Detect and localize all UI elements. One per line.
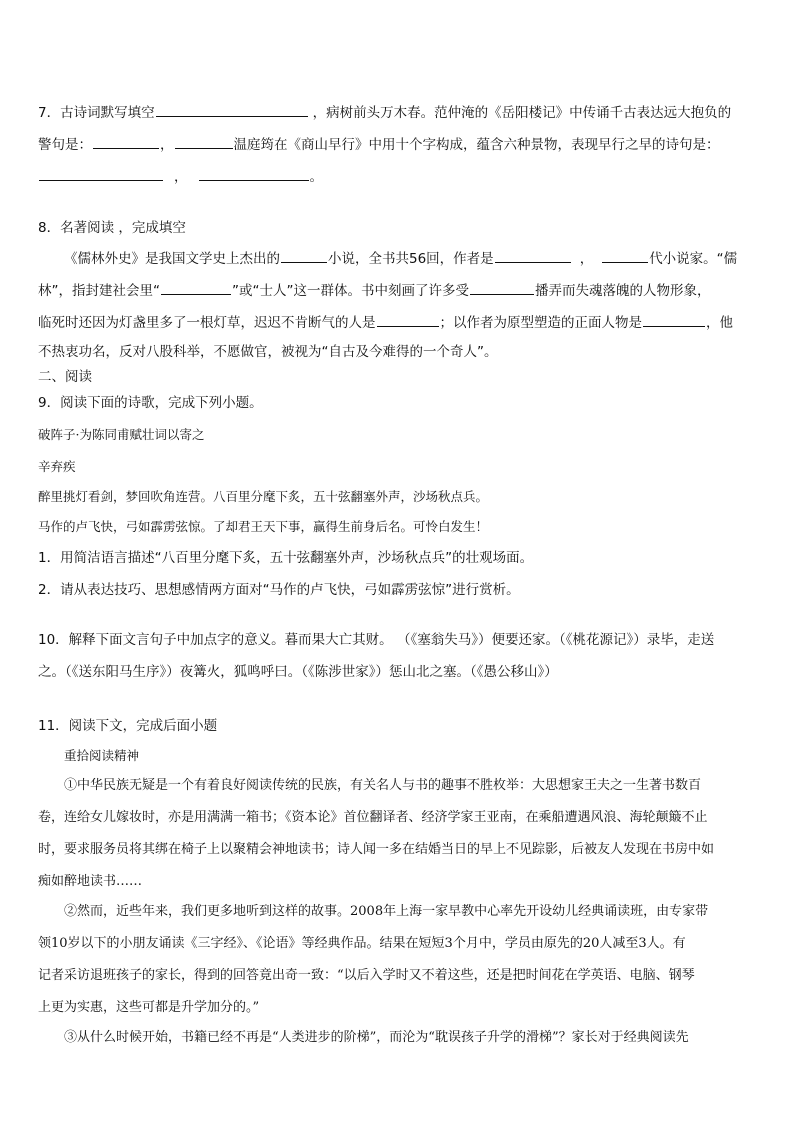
q7-line-3: [38, 166, 323, 187]
q8-text: 《儒林外史》是我国文学史上杰出的: [64, 251, 280, 267]
q8-text: ，: [579, 251, 594, 267]
answer-blank[interactable]: [199, 166, 309, 181]
q7-text: 7．古诗词默写填空: [38, 105, 155, 121]
answer-blank[interactable]: [39, 166, 163, 181]
poem-line-2: 马作的卢飞快，弓如霹雳弦惊。了却君王天下事，赢得生前身后名。可怜白发生！: [38, 519, 489, 534]
answer-blank[interactable]: [281, 248, 327, 263]
article-title: 重拾阅读精神: [64, 748, 140, 763]
q7-text: ，: [174, 169, 188, 185]
q7-text: 。: [309, 169, 323, 185]
q8-text: ，他: [706, 315, 733, 331]
q7-text: 警句是：: [38, 137, 92, 153]
q8-line-2: [38, 280, 710, 301]
answer-blank[interactable]: [156, 102, 308, 117]
answer-blank[interactable]: [602, 248, 648, 263]
answer-blank[interactable]: [161, 280, 231, 295]
q8-line-3: [38, 312, 733, 333]
q7-line-2: [38, 134, 720, 155]
article-paragraph-3: ③从什么时候开始，书籍已经不再是“人类进步的阶梯”，而沦为“耽误孩子升学的滑梯”？家长对于经典阅读先: [64, 1030, 689, 1045]
article-paragraph-2: 领10岁以下的小朋友诵读《三字经》、《论语》等经典作品。结果在短短3个月中，学员由原先的20人减至3人。有: [38, 936, 686, 951]
q7-text: ，: [160, 137, 174, 153]
q9-subquestion-2: 2．请从表达技巧、思想感情两方面对“马作的卢飞快，弓如霹雳弦惊”进行赏析。: [38, 582, 520, 598]
answer-blank[interactable]: [495, 248, 571, 263]
q8-text: 临死时还因为灯盏里多了一根灯草，迟迟不肯断气的人是: [38, 315, 376, 331]
answer-blank[interactable]: [470, 280, 534, 295]
article-paragraph-2: 记者采访退班孩子的家长，得到的回答竟出奇一致：“以后入学时又不着这些，还是把时间花在学英语、电脑、钢琴: [38, 968, 695, 983]
article-paragraph-1: ①中华民族无疑是一个有着良好阅读传统的民族，有关名人与书的趣事不胜枚举：大思想家王夫之一生著书数百: [64, 778, 702, 793]
poem-author: 辛弃疾: [38, 459, 76, 474]
answer-blank[interactable]: [93, 134, 159, 149]
q8-line-4: 不热衷功名，反对八股科举，不愿做官，被视为“自古及今难得的一个奇人”。: [38, 344, 498, 360]
section-heading: 二、阅读: [38, 369, 92, 385]
q10-line-1: 10．解释下面文言句子中加点字的意义。暮而果大亡其财。 （《塞翁失马》）便要还家。（《桃花源记》）录毕，走送: [38, 632, 715, 648]
q8-text: 代小说家。“儒: [649, 251, 738, 267]
article-paragraph-1: 卷，连给女儿嫁妆时，亦是用满满一箱书；《资本论》首位翻译者、经济学家王亚南，在乘船遭遇风浪、海轮颠簸不止: [38, 810, 708, 825]
answer-blank[interactable]: [175, 134, 233, 149]
q8-text: ；以作者为原型塑造的正面人物是: [439, 315, 642, 331]
article-paragraph-2: ②然而，近些年来，我们更多地听到这样的故事。2008年上海一家早教中心率先开设幼儿经典诵读班，由专家带: [64, 904, 709, 919]
article-paragraph-1: 痴如醉地读书……: [38, 874, 143, 889]
q10-line-2: 之。（《送东阳马生序》）夜篝火，狐鸣呼曰。（《陈涉世家》）惩山北之塞。（《愚公移山》）: [38, 664, 558, 680]
q9-subquestion-1: 1．用简洁语言描述“八百里分麾下炙，五十弦翻塞外声，沙场秋点兵”的壮观场面。: [38, 550, 534, 566]
poem-title: 破阵子·为陈同甫赋壮词以寄之: [38, 427, 205, 442]
q7-text: 温庭筠在《商山早行》中用十个字构成，蕴含六种景物，表现早行之早的诗句是：: [233, 137, 720, 153]
q8-text: 播弄而失魂落魄的人物形象，: [534, 283, 711, 299]
answer-blank[interactable]: [377, 312, 439, 327]
q8-text: 林”，指封建社会里“: [38, 283, 160, 299]
q11-title: 11．阅读下文，完成后面小题: [38, 718, 218, 734]
answer-blank[interactable]: [643, 312, 705, 327]
q8-text: ”或“士人”这一群体。书中刻画了许多受: [232, 283, 469, 299]
q7-line-1: [38, 102, 731, 123]
q7-text: ，病树前头万木春。范仲淹的《岳阳楼记》中传诵千古表达远大抱负的: [312, 105, 732, 121]
q9-title: 9．阅读下面的诗歌，完成下列小题。: [38, 395, 263, 411]
poem-line-1: 醉里挑灯看剑，梦回吹角连营。八百里分麾下炙，五十弦翻塞外声，沙场秋点兵。: [38, 489, 489, 504]
q8-line-1: [64, 248, 737, 269]
article-paragraph-1: 时，要求服务员将其绑在椅子上以聚精会神地读书；诗人闻一多在结婚当日的早上不见踪影，后被友人发现在书房中如: [38, 842, 715, 857]
article-paragraph-2: 上更为实惠，这些可都是升学加分的。”: [38, 1000, 260, 1015]
q8-title: 8．名著阅读 ，完成填空: [38, 220, 186, 236]
q8-text: 小说，全书共56回，作者是: [328, 251, 494, 267]
